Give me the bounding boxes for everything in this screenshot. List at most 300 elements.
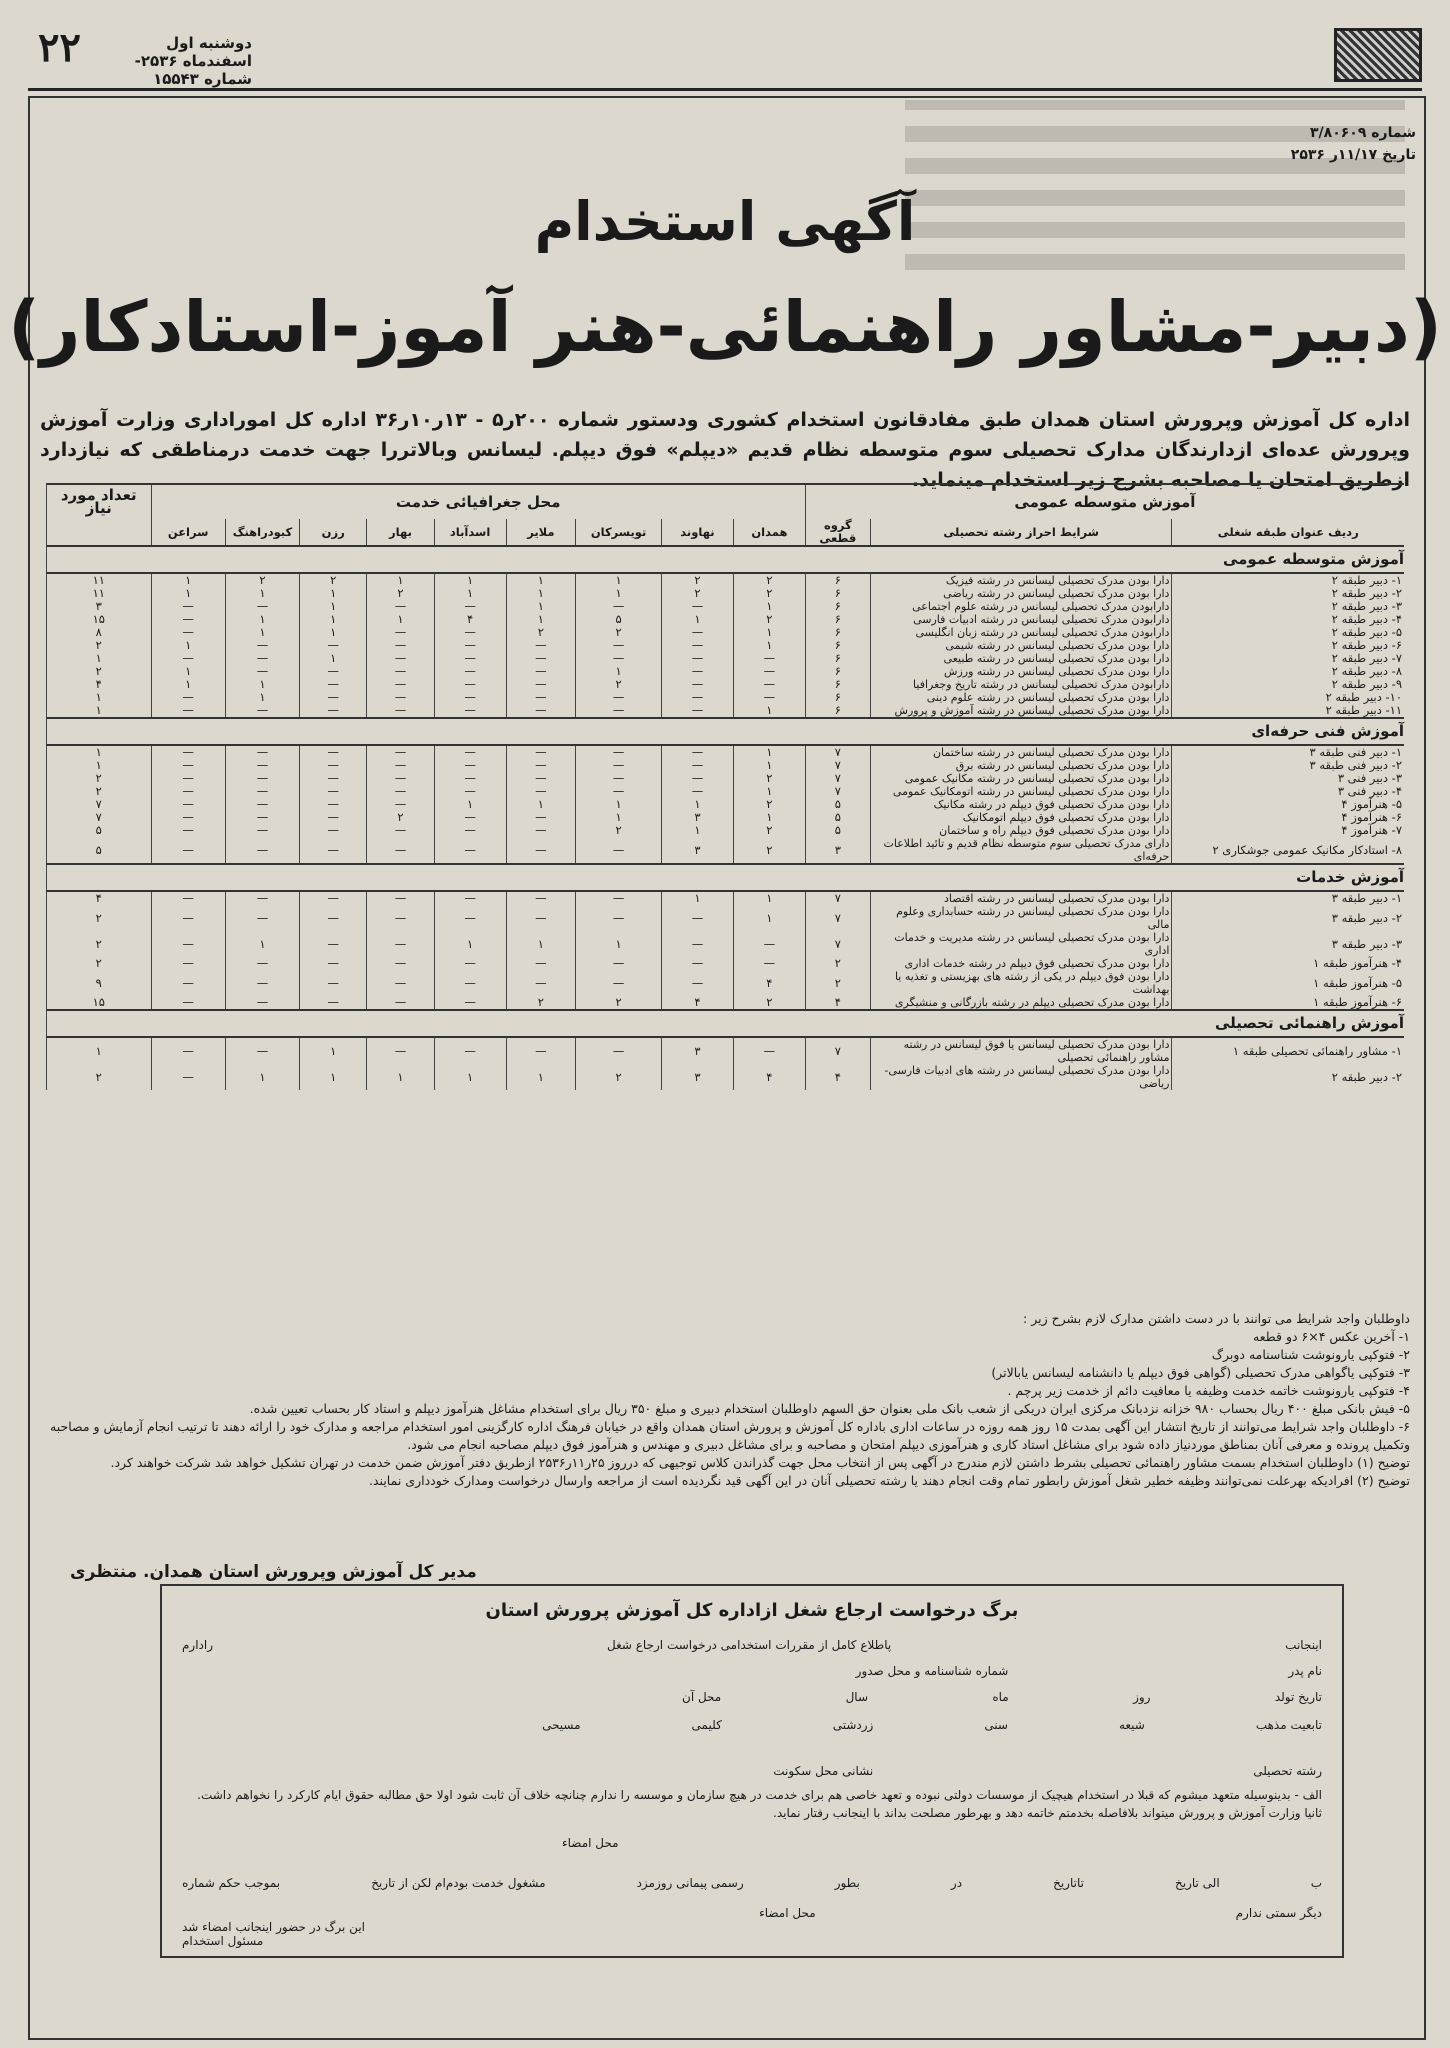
city-count: — [367, 691, 434, 704]
city-count: ۲ [300, 573, 367, 587]
table-row [47, 970, 1405, 996]
col-city: سراعن [151, 519, 225, 546]
city-count: — [300, 957, 367, 970]
city-count: ۱ [300, 600, 367, 613]
city-count: — [576, 891, 662, 905]
total-count: ۳ [47, 600, 152, 613]
note-item: ۵- فیش بانکی مبلغ ۴۰۰ ریال بحساب ۹۸۰ خزانه نزدبانک مرکزی ایران دریکی از شعب بانک ملی بعنوان حق السهم داوطلبان استخدام دبیری و مبلغ ۳۵۰ ریال برای استخدام مشاغل هنرآموز دیپلم و استاد کار بحساب تعیین شده. [249, 1401, 1410, 1416]
city-count: — [506, 639, 576, 652]
form-field-label: کلیمی [691, 1718, 722, 1732]
position-title: ۷- هنرآموز ۴ [1172, 824, 1404, 837]
city-count: — [367, 837, 434, 864]
city-count: — [151, 691, 225, 704]
table-row [47, 837, 1405, 864]
ref-date: تاریخ ۱۱/۱۷ر ۲۵۳۶ [1290, 147, 1416, 163]
city-count: — [225, 785, 299, 798]
table-row [47, 905, 1405, 931]
table-row [47, 587, 1405, 600]
city-count: — [733, 678, 805, 691]
form-field-label: رادارم [182, 1638, 214, 1652]
city-count: ۱ [506, 613, 576, 626]
total-count: ۲ [47, 785, 152, 798]
city-count: — [151, 905, 225, 931]
city-count: ۱ [576, 665, 662, 678]
position-title: ۴- دبیر طبقه ۲ [1172, 613, 1404, 626]
city-count: — [367, 665, 434, 678]
table-row [47, 759, 1405, 772]
requirement: دارا بودن مدرک تحصیلی فوق دیپلم راه و ساختمان [870, 824, 1172, 837]
form-field-label: مسئول استخدام [182, 1934, 264, 1948]
city-count: ۱ [434, 931, 506, 957]
form-field-label: ماه [992, 1690, 1009, 1704]
form-field-label: سنی [984, 1718, 1008, 1732]
table-row [47, 798, 1405, 811]
position-title: ۸- دبیر طبقه ۲ [1172, 665, 1404, 678]
city-count: — [576, 785, 662, 798]
city-count: — [434, 957, 506, 970]
city-count: — [506, 759, 576, 772]
total-count: ۷ [47, 798, 152, 811]
city-count: — [662, 626, 734, 639]
total-count: ۲ [47, 772, 152, 785]
city-count: — [662, 745, 734, 759]
city-count: — [506, 905, 576, 931]
page-number: ۲۲ [38, 24, 81, 71]
requirement: دارا بودن فوق دیپلم در یکی از رشته های بهزیستی و تغذیه یا بهداشت [870, 970, 1172, 996]
city-count: — [662, 665, 734, 678]
city-count: ۱ [151, 665, 225, 678]
city-count: — [151, 1037, 225, 1064]
city-count: — [576, 639, 662, 652]
table-row [47, 652, 1405, 665]
signature: مدیر کل آموزش وپرورش استان همدان. منتظری [70, 1562, 477, 1582]
city-count: — [300, 772, 367, 785]
position-title: ۳- دبیر طبقه ۳ [1172, 931, 1404, 957]
city-count: — [662, 691, 734, 704]
city-count: — [300, 639, 367, 652]
col-city: ملایر [506, 519, 576, 546]
city-count: ۱ [506, 1064, 576, 1090]
city-count: ۱ [733, 785, 805, 798]
position-title: ۴- هنرآموز طبقه ۱ [1172, 957, 1404, 970]
city-count: — [151, 837, 225, 864]
city-count: — [434, 759, 506, 772]
table-row [47, 891, 1405, 905]
city-count: — [506, 745, 576, 759]
col-city: همدان [733, 519, 805, 546]
ad-title: آگهی استخدام [534, 190, 916, 253]
city-count: ۱ [733, 811, 805, 824]
city-count: — [662, 905, 734, 931]
city-count: ۱ [733, 905, 805, 931]
city-count: — [576, 772, 662, 785]
issue-date: دوشنبه اول اسفندماه ۲۵۳۶- شماره ۱۵۵۴۳ [134, 34, 252, 88]
position-title: ۲- دبیر طبقه ۲ [1172, 587, 1404, 600]
city-count: — [506, 837, 576, 864]
city-count: — [225, 824, 299, 837]
requirement: دارا بودن مدرک تحصیلی لیسانس در رشته آموزش و پرورش [870, 704, 1172, 718]
note-item: توضیح (۱) داوطلبان استخدام بسمت مشاور راهنمائی تحصیلی بشرط داشتن لازم مندرج در آگهی پس از انتخاب محل جهت گذراندن کلاس توجیهی که درروز ۲۵ر۱۱ر۲۵۳۶ ازطریق دفتر آموزش ضمن خدمت در تهران تشکیل خواهد شد شرکت خواهند کرد. [110, 1455, 1410, 1470]
city-count: — [225, 639, 299, 652]
city-count: ۲ [733, 996, 805, 1010]
jobs-table [46, 483, 1404, 1090]
total-count: ۱۵ [47, 996, 152, 1010]
city-count: — [151, 811, 225, 824]
total-count: ۴ [47, 891, 152, 905]
table-row [47, 931, 1405, 957]
table-row [47, 573, 1405, 587]
city-count: — [662, 600, 734, 613]
ad-subtitle: (دبیر-مشاور راهنمائی-هنر آموز-استادکار) [8, 286, 1442, 368]
form-field-label: رسمی پیمانی روزمزد [636, 1876, 744, 1890]
table-row [47, 691, 1405, 704]
city-count: — [434, 626, 506, 639]
table-row [47, 957, 1405, 970]
city-count: — [506, 772, 576, 785]
position-title: ۱۰- دبیر طبقه ۲ [1172, 691, 1404, 704]
requirement: دارا بودن مدرک تحصیلی لیسانس در رشته مکانیک عمومی [870, 772, 1172, 785]
header-count: تعداد مورد نیاز [47, 484, 152, 519]
total-count: ۱۵ [47, 613, 152, 626]
requirement: دارابودن مدرک تحصیلی لیسانس در رشته ادبیات فارسی [870, 613, 1172, 626]
city-count: ۱ [576, 587, 662, 600]
col-cond: شرایط احراز رشته تحصیلی [870, 519, 1172, 546]
group-cell: ۴ [805, 1064, 870, 1090]
city-count: — [576, 1037, 662, 1064]
city-count: — [300, 691, 367, 704]
city-count: — [434, 824, 506, 837]
form-field-label: بموجب حکم شماره [182, 1876, 281, 1890]
city-count: — [662, 970, 734, 996]
city-count: ۴ [733, 1064, 805, 1090]
table-row [47, 824, 1405, 837]
section-title: آموزش متوسطه عمومی [47, 546, 1405, 573]
city-count: — [434, 772, 506, 785]
city-count: — [300, 745, 367, 759]
group-cell: ۷ [805, 759, 870, 772]
city-count: — [733, 652, 805, 665]
city-count: — [151, 1064, 225, 1090]
city-count: — [300, 678, 367, 691]
city-count: — [225, 905, 299, 931]
newspaper-logo-icon [1334, 28, 1422, 82]
position-title: ۵- هنرآموز طبقه ۱ [1172, 970, 1404, 996]
city-count: ۴ [733, 970, 805, 996]
city-count: — [151, 931, 225, 957]
table-row [47, 626, 1405, 639]
city-count: — [434, 785, 506, 798]
position-title: ۱- دبیر طبقه ۳ [1172, 891, 1404, 905]
group-cell: ۷ [805, 905, 870, 931]
city-count: ۱ [506, 798, 576, 811]
total-count: ۵ [47, 824, 152, 837]
city-count: — [367, 678, 434, 691]
city-count: ۱ [225, 626, 299, 639]
table-row [47, 745, 1405, 759]
city-count: — [151, 652, 225, 665]
city-count: — [225, 798, 299, 811]
table-row [47, 639, 1405, 652]
requirement: دارا بودن مدرک تحصیلی فوق دیپلم اتومکانیک [870, 811, 1172, 824]
city-count: — [434, 652, 506, 665]
city-count: ۲ [733, 798, 805, 811]
section-heading [47, 1010, 1405, 1037]
position-title: ۱- مشاور راهنمائی تحصیلی طبقه ۱ [1172, 1037, 1404, 1064]
group-cell: ۲ [805, 970, 870, 996]
group-cell: ۶ [805, 691, 870, 704]
header-general: آموزش متوسطه عمومی [805, 484, 1404, 519]
position-title: ۲- دبیر طبقه ۳ [1172, 905, 1404, 931]
total-count: ۲ [47, 1064, 152, 1090]
section-heading [47, 864, 1405, 891]
city-count: ۱ [225, 931, 299, 957]
city-count: — [506, 678, 576, 691]
city-count: — [151, 772, 225, 785]
position-title: ۲- دبیر فنی طبقه ۳ [1172, 759, 1404, 772]
city-count: — [662, 772, 734, 785]
city-count: — [151, 957, 225, 970]
table-row [47, 600, 1405, 613]
city-count: — [225, 745, 299, 759]
city-count: ۱ [367, 1064, 434, 1090]
city-count: ۱ [225, 691, 299, 704]
city-count: — [300, 905, 367, 931]
city-count: — [434, 1037, 506, 1064]
city-count: — [300, 704, 367, 718]
city-count: — [576, 970, 662, 996]
requirement: دارا بودن مدرک تحصیلی لیسانس در رشته علوم دینی [870, 691, 1172, 704]
form-field-label: تاریخ تولد [1274, 1690, 1322, 1704]
requirement: دارا بودن مدرک تحصیلی لیسانس در رشته مدیریت و خدمات اداری [870, 931, 1172, 957]
city-count: ۳ [662, 811, 734, 824]
table-row [47, 665, 1405, 678]
form-line [182, 1836, 1322, 1850]
city-count: ۲ [733, 613, 805, 626]
header-location: محل جغرافیائی خدمت [151, 484, 805, 519]
total-count: ۴ [47, 678, 152, 691]
city-count: ۱ [300, 652, 367, 665]
table-row [47, 1037, 1405, 1064]
city-count: ۲ [367, 811, 434, 824]
city-count: — [300, 811, 367, 824]
requirement: دارا بودن مدرک تحصیلی فوق دیپلم در رشته مکانیک [870, 798, 1172, 811]
city-count: — [733, 691, 805, 704]
group-cell: ۷ [805, 891, 870, 905]
form-line [682, 1690, 1322, 1704]
city-count: — [434, 745, 506, 759]
requirement: دارای مدرک تحصیلی سوم متوسطه نظام قدیم و تائید اطلاعات حرفه‌ای [870, 837, 1172, 864]
city-count: ۱ [576, 811, 662, 824]
form-line [182, 1876, 1322, 1890]
city-count: — [434, 996, 506, 1010]
table-row [47, 704, 1405, 718]
col-total [47, 519, 152, 546]
city-count: — [151, 759, 225, 772]
group-cell: ۷ [805, 785, 870, 798]
requirement: دارا بودن مدرک تحصیلی دیپلم در رشته بازرگانی و منشیگری [870, 996, 1172, 1010]
form-field-label: محل امضاء [759, 1906, 816, 1920]
total-count: ۲ [47, 665, 152, 678]
city-count: — [434, 639, 506, 652]
form-field-label: محل امضاء [562, 1836, 619, 1850]
city-count: ۲ [733, 772, 805, 785]
form-field-label: نشانی محل سکونت [773, 1764, 874, 1778]
city-count: — [300, 785, 367, 798]
city-count: — [576, 905, 662, 931]
note-item: ۱- آخرین عکس ۴×۶ دو قطعه [1253, 1329, 1410, 1344]
city-count: — [576, 759, 662, 772]
col-row: ردیف عنوان طبقه شغلی [1172, 519, 1404, 546]
city-count: ۱ [506, 587, 576, 600]
requirement: دارا بودن مدرک تحصیلی لیسانس در رشته شیمی [870, 639, 1172, 652]
total-count: ۱۱ [47, 587, 152, 600]
notes-block [40, 1310, 1410, 1490]
section-heading [47, 718, 1405, 745]
city-count: — [151, 970, 225, 996]
city-count: — [367, 785, 434, 798]
city-count: — [434, 811, 506, 824]
city-count: — [367, 1037, 434, 1064]
city-count: — [662, 652, 734, 665]
group-cell: ۶ [805, 665, 870, 678]
section-title: آموزش فنی حرفه‌ای [47, 718, 1405, 745]
note-item: ۴- فتوکپی یارونوشت خاتمه خدمت وظیفه یا معافیت دائم از خدمت زیر پرچم . [1007, 1383, 1410, 1398]
city-count: — [434, 970, 506, 996]
city-count: ۲ [733, 587, 805, 600]
city-count: ۱ [434, 798, 506, 811]
city-count: — [225, 957, 299, 970]
form-line [182, 1906, 1322, 1920]
requirement: دارا بودن مدرک تحصیلی لیسانس در رشته اقتصاد [870, 891, 1172, 905]
group-cell: ۶ [805, 639, 870, 652]
city-count: — [300, 970, 367, 996]
city-count: ۱ [733, 745, 805, 759]
form-field-label: شیعه [1118, 1718, 1145, 1732]
city-count: — [506, 824, 576, 837]
position-title: ۸- استادکار مکانیک عمومی جوشکاری ۲ [1172, 837, 1404, 864]
city-count: ۱ [733, 639, 805, 652]
form-field-label: رشته تحصیلی [1253, 1764, 1322, 1778]
city-count: — [151, 996, 225, 1010]
form-field-label: تاتاریخ [1053, 1876, 1084, 1890]
city-count: — [434, 691, 506, 704]
form-field-label: ب [1310, 1876, 1322, 1890]
city-count: — [367, 704, 434, 718]
city-count: — [662, 931, 734, 957]
city-count: ۱ [151, 678, 225, 691]
position-title: ۳- دبیر طبقه ۲ [1172, 600, 1404, 613]
city-count: — [576, 745, 662, 759]
city-count: — [151, 704, 225, 718]
group-cell: ۷ [805, 1037, 870, 1064]
city-count: — [367, 931, 434, 957]
city-count: ۱ [506, 600, 576, 613]
city-count: — [434, 704, 506, 718]
requirement: دارابودن مدرک تحصیلی لیسانس در رشته علوم اجتماعی [870, 600, 1172, 613]
city-count: ۲ [225, 573, 299, 587]
city-count: — [151, 745, 225, 759]
total-count: ۹ [47, 970, 152, 996]
city-count: — [662, 704, 734, 718]
city-count: ۱ [434, 573, 506, 587]
city-count: — [434, 905, 506, 931]
city-count: ۱ [733, 600, 805, 613]
requirement: دارا بودن مدرک تحصیلی لیسانس در رشته های ادبیات فارسی-ریاضی [870, 1064, 1172, 1090]
city-count: — [300, 665, 367, 678]
city-count: — [151, 785, 225, 798]
city-count: ۱ [733, 891, 805, 905]
city-count: ۱ [506, 931, 576, 957]
city-count: ۳ [662, 1064, 734, 1090]
group-cell: ۶ [805, 626, 870, 639]
section-title: آموزش خدمات [47, 864, 1405, 891]
note-item: ۲- فتوکپی یارونوشت شناسنامه دوبرگ [1211, 1347, 1410, 1362]
city-count: ۲ [506, 996, 576, 1010]
form-line [542, 1718, 1322, 1732]
col-city: نهاوند [662, 519, 734, 546]
total-count: ۷ [47, 811, 152, 824]
table-row [47, 1064, 1405, 1090]
form-field-label: پاطلاع کامل از مقررات استخدامی درخواست ارجاع شغل [607, 1638, 892, 1652]
city-count: — [367, 891, 434, 905]
group-cell: ۶ [805, 678, 870, 691]
city-count: — [506, 704, 576, 718]
city-count: — [367, 639, 434, 652]
city-count: — [367, 798, 434, 811]
requirement: دارا بودن مدرک تحصیلی لیسانس در رشته اتومکانیک عمومی [870, 785, 1172, 798]
requirement: دارابودن مدرک تحصیلی لیسانس در رشته زبان انگلیسی [870, 626, 1172, 639]
city-count: — [733, 665, 805, 678]
form-field-label: مشغول خدمت بودم‌ام لکن از تاریخ [371, 1876, 546, 1890]
section-title: آموزش راهنمائی تحصیلی [47, 1010, 1405, 1037]
col-group: گروه قطعی [805, 519, 870, 546]
col-city: رزن [300, 519, 367, 546]
col-city: تویسرکان [576, 519, 662, 546]
group-cell: ۶ [805, 704, 870, 718]
group-cell: ۵ [805, 811, 870, 824]
city-count: — [151, 798, 225, 811]
city-count: ۱ [225, 587, 299, 600]
city-count: ۱ [300, 1037, 367, 1064]
city-count: ۲ [506, 626, 576, 639]
requirement: دارا بودن مدرک تحصیلی لیسانس در رشته برق [870, 759, 1172, 772]
city-count: — [662, 639, 734, 652]
group-cell: ۲ [805, 957, 870, 970]
city-count: — [506, 1037, 576, 1064]
form-field-label: شماره شناسنامه و محل صدور [855, 1664, 1009, 1678]
city-count: ۴ [434, 613, 506, 626]
total-count: ۲ [47, 957, 152, 970]
city-count: — [576, 691, 662, 704]
requirement: دارا بودن مدرک تحصیلی لیسانس در رشته طبیعی [870, 652, 1172, 665]
city-count: ۱ [576, 573, 662, 587]
city-count: — [367, 759, 434, 772]
group-cell: ۶ [805, 600, 870, 613]
requirement: دارا بودن مدرک تحصیلی لیسانس در رشته فیزیک [870, 573, 1172, 587]
col-city: کبودراهنگ [225, 519, 299, 546]
group-cell: ۷ [805, 931, 870, 957]
city-count: — [367, 626, 434, 639]
position-title: ۲- دبیر طبقه ۲ [1172, 1064, 1404, 1090]
table-row [47, 785, 1405, 798]
city-count: — [367, 824, 434, 837]
table-row [47, 811, 1405, 824]
city-count: — [733, 1037, 805, 1064]
position-title: ۶- هنرآموز ۴ [1172, 811, 1404, 824]
city-count: ۱ [225, 1064, 299, 1090]
intro-paragraph: اداره کل آموزش وپرورش استان همدان طبق مفادقانون استخدام کشوری ودستور شماره ۲۰۰ر۵ - ۱۳ر۱۰ر۳۶ اداره کل اموراداری وزارت آموزش وپرورش عده‌ای ازدارندگان مدارک تحصیلی سوم متوسطه نظام قدیم «دیپلم» فوق دیپلم. لیسانس وبالاتررا جهت خدمت درمناطقی که نیازدارد ازطریق امتحان یا مصاحبه بشرح زیر استخدام مینماید. [40, 409, 1410, 491]
city-count: — [434, 600, 506, 613]
